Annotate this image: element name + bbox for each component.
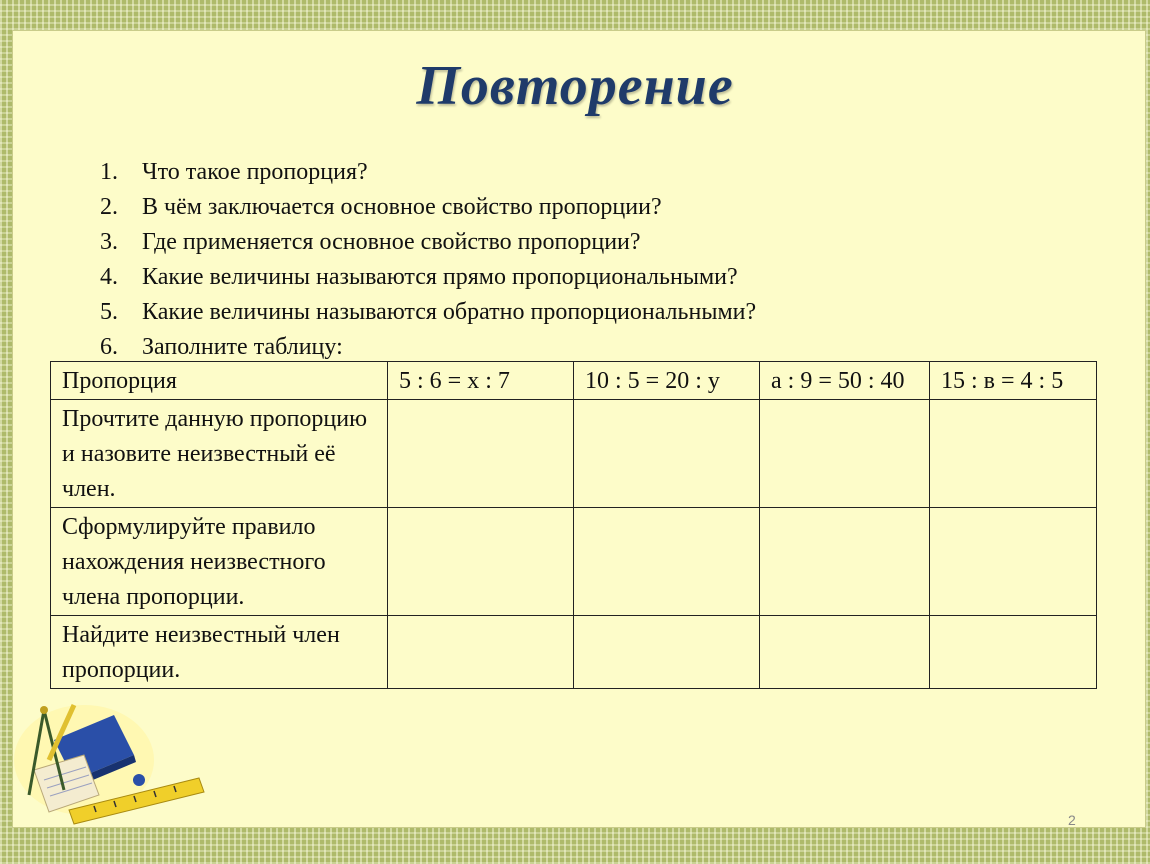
question-text: Что такое пропорция? xyxy=(142,159,368,185)
row-label-cell: Прочтите данную пропорцию и назовите неизвестный её член. xyxy=(51,400,388,508)
table-header-cell: 15 : в = 4 : 5 xyxy=(930,362,1097,400)
table-row xyxy=(51,508,1097,616)
school-supplies-clipart xyxy=(14,700,214,825)
table-header-cell: 10 : 5 = 20 : у xyxy=(574,362,760,400)
answer-cell[interactable] xyxy=(760,616,930,689)
question-text: Какие величины называются обратно пропорциональными? xyxy=(142,299,757,325)
question-text: В чём заключается основное свойство пропорции? xyxy=(142,194,662,220)
answer-cell[interactable] xyxy=(388,508,574,616)
question-text: Какие величины называются прямо пропорциональными? xyxy=(142,264,738,290)
table-header-cell: Пропорция xyxy=(51,362,388,400)
question-item xyxy=(100,330,756,365)
question-number: 4. xyxy=(100,264,118,290)
row-label-cell: Сформулируйте правило нахождения неизвестного члена пропорции. xyxy=(51,508,388,616)
answer-cell[interactable] xyxy=(388,616,574,689)
proportion-table xyxy=(50,361,1097,689)
answer-cell[interactable] xyxy=(760,400,930,508)
row-label-cell: Найдите неизвестный член пропорции. xyxy=(51,616,388,689)
page-number: 2 xyxy=(1068,812,1076,828)
answer-cell[interactable] xyxy=(388,400,574,508)
table-row xyxy=(51,400,1097,508)
question-number: 6. xyxy=(100,334,118,360)
answer-cell[interactable] xyxy=(930,400,1097,508)
answer-cell[interactable] xyxy=(574,508,760,616)
answer-cell[interactable] xyxy=(930,616,1097,689)
table-header-row xyxy=(51,362,1097,400)
answer-cell[interactable] xyxy=(760,508,930,616)
question-item xyxy=(100,295,756,330)
table-header-cell: а : 9 = 50 : 40 xyxy=(760,362,930,400)
question-number: 1. xyxy=(100,159,118,185)
answer-cell[interactable] xyxy=(574,400,760,508)
answer-cell[interactable] xyxy=(930,508,1097,616)
slide-title: Повторение xyxy=(416,55,734,117)
question-text: Заполните таблицу: xyxy=(142,334,343,360)
question-number: 2. xyxy=(100,194,118,220)
question-item xyxy=(100,190,756,225)
question-text: Где применяется основное свойство пропорции? xyxy=(142,229,641,255)
question-item xyxy=(100,260,756,295)
question-item xyxy=(100,155,756,190)
question-item xyxy=(100,225,756,260)
table-row xyxy=(51,616,1097,689)
question-number: 5. xyxy=(100,299,118,325)
table-header-cell: 5 : 6 = х : 7 xyxy=(388,362,574,400)
question-list xyxy=(100,155,756,365)
answer-cell[interactable] xyxy=(574,616,760,689)
question-number: 3. xyxy=(100,229,118,255)
